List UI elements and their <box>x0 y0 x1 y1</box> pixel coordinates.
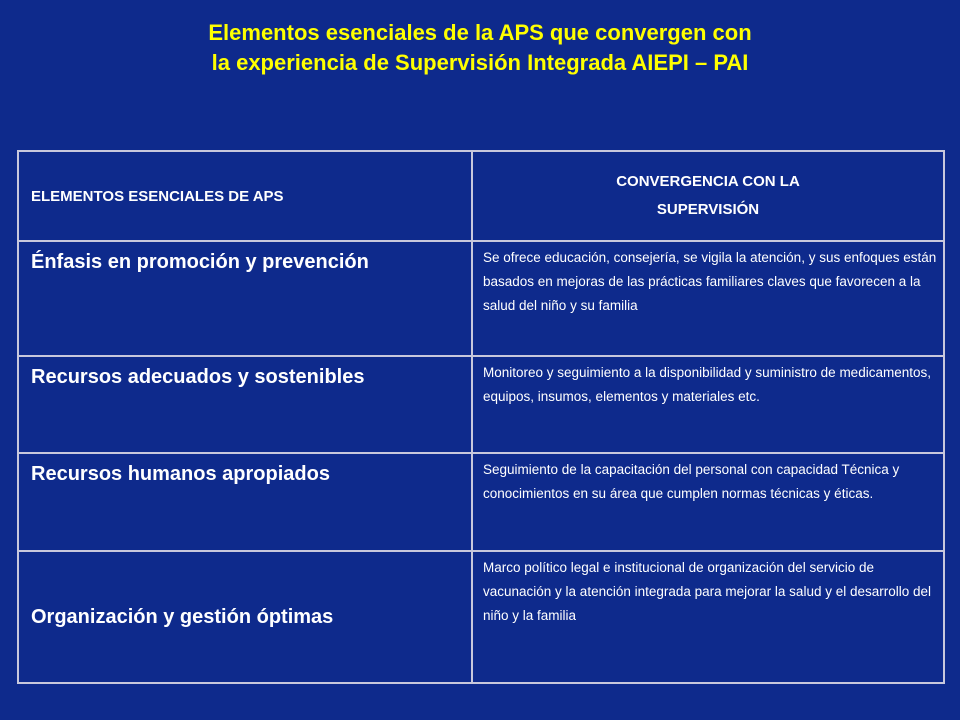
title-line-1: Elementos esenciales de la APS que convergen con <box>208 20 752 45</box>
table-row <box>18 356 944 453</box>
table-row <box>18 453 944 551</box>
title-line-2: la experiencia de Supervisión Integrada AIEPI – PAI <box>211 50 749 75</box>
table-header-row <box>18 151 944 241</box>
header-convergence-line-2: SUPERVISIÓN <box>656 201 760 218</box>
table-row <box>18 551 944 683</box>
row-convergence: Marco político legal e institucional de organización del servicio de vacunación y la atención integrada para mejorar la salud y el desarrollo del niño y la familia <box>472 551 944 683</box>
row-element: Recursos adecuados y sostenibles <box>18 356 472 453</box>
row-convergence: Se ofrece educación, consejería, se vigila la atención, y sus enfoques están basados en mejoras de las prácticas familiares claves que favorecen a la salud del niño y su familia <box>472 241 944 356</box>
header-elements: ELEMENTOS ESENCIALES DE APS <box>18 151 472 241</box>
header-convergence <box>472 151 944 241</box>
table-row <box>18 241 944 356</box>
row-convergence: Monitoreo y seguimiento a la disponibilidad y suministro de medicamentos, equipos, insumos, elementos y materiales etc. <box>472 356 944 453</box>
convergence-table <box>17 150 945 684</box>
row-element: Organización y gestión óptimas <box>18 551 472 683</box>
row-convergence: Seguimiento de la capacitación del personal con capacidad Técnica y conocimientos en su área que cumplen normas técnicas y éticas. <box>472 453 944 551</box>
row-element: Énfasis en promoción y prevención <box>18 241 472 356</box>
header-convergence-line-1: CONVERGENCIA CON LA <box>616 173 800 190</box>
row-element: Recursos humanos apropiados <box>18 453 472 551</box>
slide-title <box>0 18 960 78</box>
